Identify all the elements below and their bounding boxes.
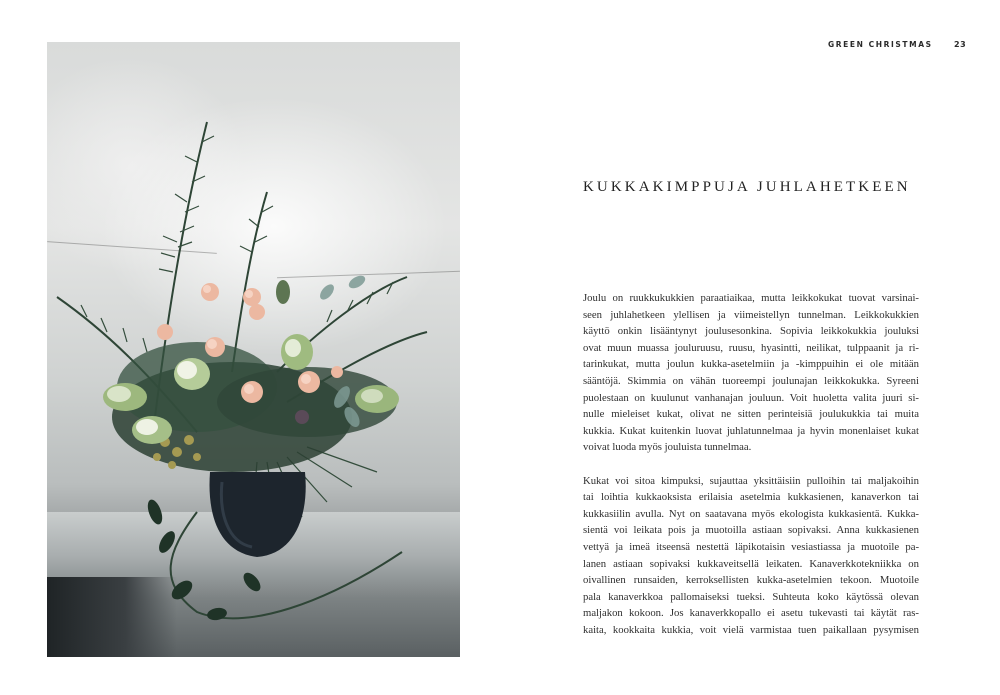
text-line: kukkia. Kukat kuitenkin luovat juhlatunnelmaa ja hyvin monenlaiset kukat	[583, 424, 919, 437]
running-head: GREEN CHRISTMAS	[828, 40, 933, 49]
text-line: Kukat voi sitoa kimpuksi, sujauttaa yksittäisiin pulloihin tai maljakoihin	[583, 474, 919, 487]
page-number: 23	[954, 40, 967, 49]
text-line: tarinkukat, mutta joulun kukka-asetelmiin ja -kimppuihin ei ole mitään	[583, 358, 919, 371]
article-title: KUKKAKIMPPUJA JUHLAHETKEEN	[583, 179, 911, 195]
text-line: vettyä ja imeä itseensä nestettä läpikotaisin vesiastiassa ja muotoile pa-	[583, 540, 919, 553]
text-line: puolestaan on kuulunut vanhanajan jouluun. Voit huoletta valita juuri si-	[583, 391, 919, 404]
text-line: tai loihtia kukkaoksista erilaisia asetelmia kukkasienen, kanaverkon tai	[583, 491, 919, 504]
text-line: voivat luoda myös jouluista tunnelmaa.	[583, 441, 752, 454]
text-line: lanen astiaan sopivaksi kukkaveitsellä leikaten. Kanaverkkotekniikka on	[583, 557, 919, 570]
text-line: kukkasiilin avulla. Nyt on saatavana myös ekologista kukkasientä. Kukka-	[583, 507, 919, 520]
text-line: ovat muun muassa jouluruusu, ruusu, hyasintti, neilikat, tulppaanit ja ri-	[583, 341, 919, 354]
flower-arrangement-photo	[47, 42, 460, 657]
text-line: oivallinen runsaiden, kerroksellisten kukka-asetelmien tekoon. Muotoile	[583, 574, 919, 587]
text-line: Joulu on ruukkukukkien paraatiaikaa, mutta leikkokukat tuovat varsinai-	[583, 292, 919, 304]
text-line: sääntöjä. Skimmia on vähän tuoreempi joulunajan leikkokukka. Syreeni	[583, 374, 919, 387]
text-line: nulle mieleiset kukat, olivat ne sitten perinteisiä joulukukkia tai muita	[583, 408, 919, 421]
text-line: pala kanaverkkoa pallomaiseksi tueksi. Suhteuta koko käytössä olevan	[583, 590, 919, 603]
text-line: kaita, kookkaita kukkia, voit vielä varmistaa tuen paikallaan pysymisen	[583, 623, 919, 636]
text-line: maljakon kokoon. Jos kanaverkkopallo ei asetu tukevasti tai käytät ras-	[583, 607, 919, 620]
paragraph-1	[583, 290, 919, 456]
text-line: seen juhlahetkeen ylellisen ja viimeistellyn tunnelman. Leikkokukkien	[583, 308, 919, 321]
paragraph-2	[583, 473, 919, 639]
bouquet-illustration	[47, 42, 460, 657]
article-body	[583, 290, 919, 638]
text-line: käyttö onkin lisääntynyt joulusesonkina. Sopivia leikkokukkia jouluksi	[583, 325, 919, 338]
text-line: sientä voi leikata pois ja muotoilla astiaan sopivaksi. Anna kukkasienen	[583, 524, 919, 537]
